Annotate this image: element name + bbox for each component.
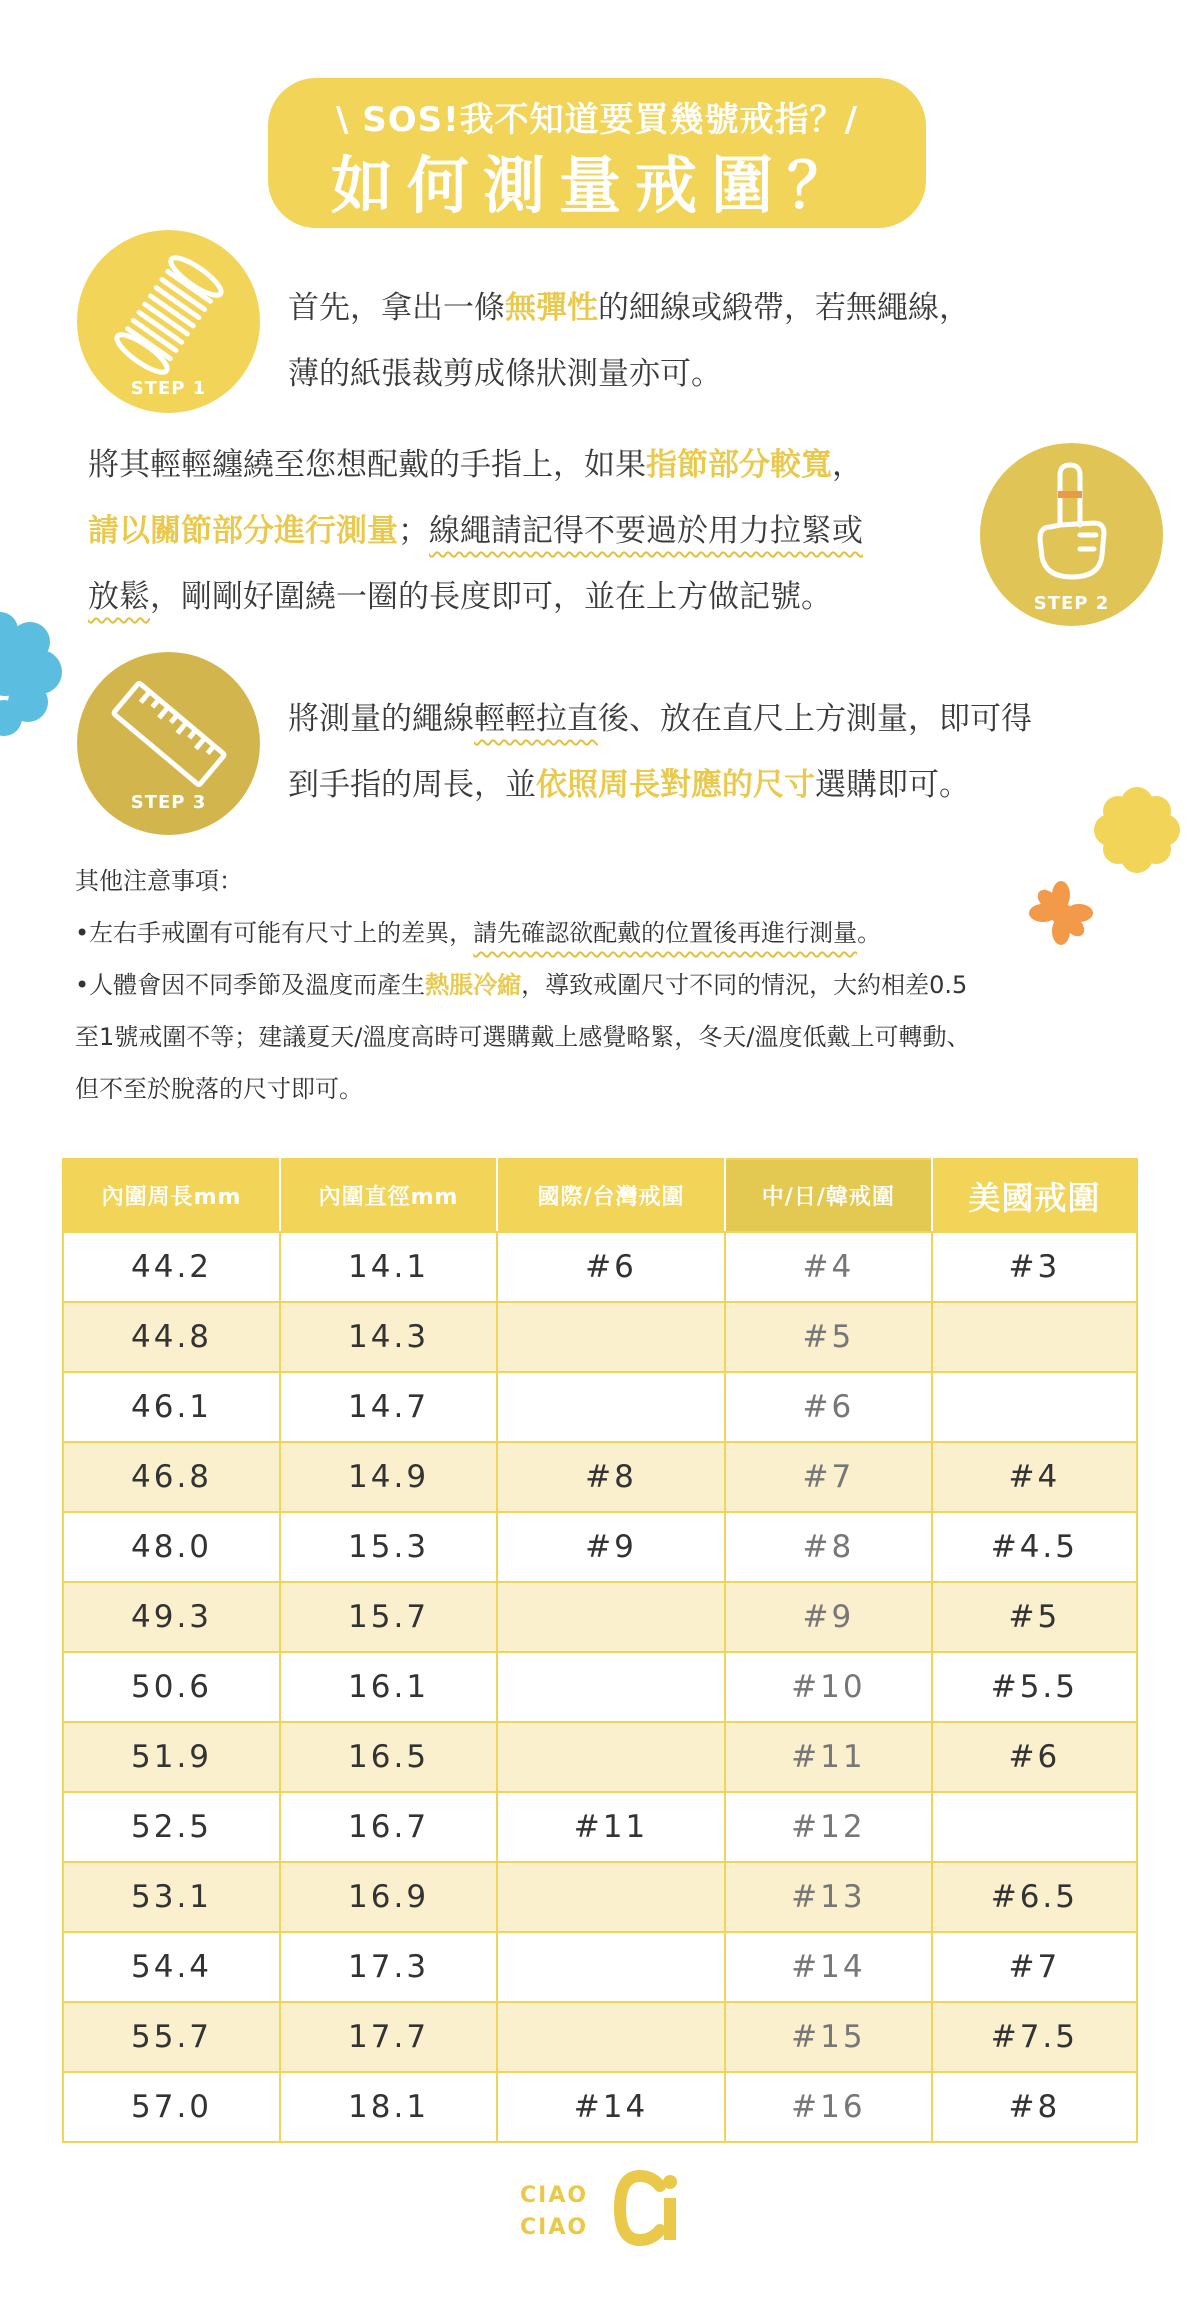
cell-intl-tw: [497, 1582, 725, 1652]
table-row: [63, 1792, 1137, 1862]
note1-post: 。: [857, 919, 882, 947]
table-row: [63, 1652, 1137, 1722]
cell-circumference: 55.7: [63, 2002, 280, 2072]
cell-circumference: 50.6: [63, 1652, 280, 1722]
cell-intl-tw: [497, 1862, 725, 1932]
cell-intl-tw: [497, 1652, 725, 1722]
cell-us: #7.5: [932, 2002, 1137, 2072]
step1-line1-pre: 首先，拿出一條: [288, 290, 505, 326]
table-row: [63, 2002, 1137, 2072]
note2-highlight: 熱脹冷縮: [425, 971, 522, 999]
step3-line2-pre: 到手指的周長，並: [288, 767, 536, 803]
notes-section: [75, 855, 1135, 1115]
step3-text: [288, 686, 1168, 818]
step2-line2-sep: ；: [398, 513, 429, 549]
table-body: [63, 1232, 1137, 2142]
cell-intl-tw: #6: [497, 1232, 725, 1302]
cell-us: [932, 1372, 1137, 1442]
cell-cn-jp-kr: #7: [725, 1442, 932, 1512]
cell-cn-jp-kr: #14: [725, 1932, 932, 2002]
table-row: [63, 1512, 1137, 1582]
cell-diameter: 14.1: [280, 1232, 497, 1302]
step2-badge: [980, 443, 1163, 626]
cell-diameter: 17.7: [280, 2002, 497, 2072]
header-diameter: 內圍直徑mm: [280, 1159, 497, 1232]
cell-intl-tw: #11: [497, 1792, 725, 1862]
cell-circumference: 52.5: [63, 1792, 280, 1862]
logo-ci-mark-icon: [612, 2168, 682, 2248]
table-row: [63, 1932, 1137, 2002]
step3-line1-pre: 將測量的繩線: [288, 701, 474, 737]
cell-intl-tw: #8: [497, 1442, 725, 1512]
cell-circumference: 57.0: [63, 2072, 280, 2142]
cell-intl-tw: [497, 1302, 725, 1372]
thread-spool-icon: [109, 250, 229, 380]
cell-cn-jp-kr: #13: [725, 1862, 932, 1932]
logo-line1: CIAO: [520, 2183, 589, 2208]
step1-text: [288, 275, 1088, 407]
header-subtitle: \ SOS!我不知道要買幾號戒指？/: [335, 100, 859, 140]
cell-us: #5: [932, 1582, 1137, 1652]
cell-cn-jp-kr: #5: [725, 1302, 932, 1372]
cell-diameter: 16.5: [280, 1722, 497, 1792]
header-intl-tw: 國際/台灣戒圍: [497, 1159, 725, 1232]
step1-line2: 薄的紙張裁剪成條狀測量亦可。: [288, 356, 722, 392]
logo-line2: CIAO: [520, 2215, 589, 2240]
cell-us: #6.5: [932, 1862, 1137, 1932]
cell-intl-tw: [497, 1722, 725, 1792]
cell-diameter: 17.3: [280, 1932, 497, 2002]
cell-diameter: 14.7: [280, 1372, 497, 1442]
cell-diameter: 18.1: [280, 2072, 497, 2142]
cell-cn-jp-kr: #10: [725, 1652, 932, 1722]
step1-line1-highlight: 無彈性: [505, 290, 598, 326]
cell-us: #8: [932, 2072, 1137, 2142]
step1-line1-post: 的細線或緞帶，若無繩線，: [598, 290, 970, 326]
step3-line2-post: 選購即可。: [815, 767, 970, 803]
note2-line2: 至1號戒圍不等；建議夏天/溫度高時可選購戴上感覺略緊，冬天/溫度低戴上可轉動、: [75, 1023, 971, 1051]
page-title: 如何測量戒圍？: [330, 149, 863, 222]
step2-label: STEP 2: [1033, 593, 1110, 614]
note2-post: ，導致戒圍尺寸不同的情況，大約相差0.5: [521, 971, 968, 999]
table-row: [63, 1302, 1137, 1372]
header-cn-jp-kr: 中/日/韓戒圍: [725, 1159, 932, 1232]
step3-label: STEP 3: [130, 792, 207, 813]
step1-label: STEP 1: [130, 378, 207, 399]
cell-diameter: 15.3: [280, 1512, 497, 1582]
cell-intl-tw: [497, 2002, 725, 2072]
table-row: [63, 1722, 1137, 1792]
cell-diameter: 16.9: [280, 1862, 497, 1932]
cell-us: #6: [932, 1722, 1137, 1792]
blue-flower-icon: [0, 600, 70, 740]
finger-icon: [1030, 461, 1114, 583]
table-row: [63, 1582, 1137, 1652]
table-row: [63, 1862, 1137, 1932]
cell-us: #5.5: [932, 1652, 1137, 1722]
ruler-icon: [107, 674, 231, 794]
step3-line2-highlight: 依照周長對應的尺寸: [536, 767, 815, 803]
ring-size-table: [62, 1158, 1138, 2143]
header-banner: [268, 78, 926, 228]
step2-line1-post: ，: [832, 447, 863, 483]
header-circumference: 內圍周長mm: [63, 1159, 280, 1232]
cell-circumference: 48.0: [63, 1512, 280, 1582]
cell-circumference: 44.8: [63, 1302, 280, 1372]
step2-text: [88, 432, 988, 630]
table-row: [63, 2072, 1137, 2142]
cell-circumference: 51.9: [63, 1722, 280, 1792]
cell-circumference: 44.2: [63, 1232, 280, 1302]
step3-line1-post: 後、放在直尺上方測量，即可得: [598, 701, 1032, 737]
cell-circumference: 46.8: [63, 1442, 280, 1512]
cell-intl-tw: [497, 1932, 725, 2002]
cell-intl-tw: [497, 1372, 725, 1442]
cell-circumference: 49.3: [63, 1582, 280, 1652]
cell-diameter: 14.3: [280, 1302, 497, 1372]
ciao-ciao-logo: [520, 2168, 690, 2248]
cell-diameter: 14.9: [280, 1442, 497, 1512]
step2-line2-wavy: 線繩請記得不要過於用力拉緊或: [429, 513, 863, 549]
cell-intl-tw: #9: [497, 1512, 725, 1582]
step2-line1-pre: 將其輕輕纏繞至您想配戴的手指上，如果: [88, 447, 646, 483]
step1-badge: [77, 230, 260, 413]
table-row: [63, 1442, 1137, 1512]
notes-heading: 其他注意事項：: [75, 867, 243, 895]
table-header-row: [63, 1159, 1137, 1232]
cell-circumference: 54.4: [63, 1932, 280, 2002]
cell-cn-jp-kr: #16: [725, 2072, 932, 2142]
cell-us: #4: [932, 1442, 1137, 1512]
cell-circumference: 46.1: [63, 1372, 280, 1442]
cell-diameter: 16.1: [280, 1652, 497, 1722]
cell-us: [932, 1302, 1137, 1372]
step2-line3-post: ，剛剛好圍繞一圈的長度即可，並在上方做記號。: [150, 579, 832, 615]
cell-us: #4.5: [932, 1512, 1137, 1582]
cell-intl-tw: #14: [497, 2072, 725, 2142]
step2-line1-highlight: 指節部分較寬: [646, 447, 832, 483]
cell-cn-jp-kr: #11: [725, 1722, 932, 1792]
cell-cn-jp-kr: #8: [725, 1512, 932, 1582]
cell-circumference: 53.1: [63, 1862, 280, 1932]
cell-cn-jp-kr: #9: [725, 1582, 932, 1652]
step3-line1-wavy: 輕輕拉直: [474, 701, 598, 737]
table-row: [63, 1372, 1137, 1442]
note2-line3: 但不至於脫落的尺寸即可。: [75, 1075, 363, 1103]
header-us: 美國戒圍: [932, 1159, 1137, 1232]
cell-cn-jp-kr: #12: [725, 1792, 932, 1862]
step2-line3-wavy: 放鬆: [88, 579, 150, 615]
table-row: [63, 1232, 1137, 1302]
step2-line2-highlight: 請以關節部分進行測量: [88, 513, 398, 549]
note1-wavy: 請先確認欲配戴的位置後再進行測量: [473, 919, 858, 947]
cell-cn-jp-kr: #4: [725, 1232, 932, 1302]
cell-cn-jp-kr: #6: [725, 1372, 932, 1442]
cell-cn-jp-kr: #15: [725, 2002, 932, 2072]
cell-diameter: 15.7: [280, 1582, 497, 1652]
note1-pre: •左右手戒圍有可能有尺寸上的差異，: [75, 919, 474, 947]
step3-badge: [77, 652, 260, 835]
cell-diameter: 16.7: [280, 1792, 497, 1862]
cell-us: [932, 1792, 1137, 1862]
note2-pre: •人體會因不同季節及溫度而產生: [75, 971, 426, 999]
cell-us: #7: [932, 1932, 1137, 2002]
cell-us: #3: [932, 1232, 1137, 1302]
